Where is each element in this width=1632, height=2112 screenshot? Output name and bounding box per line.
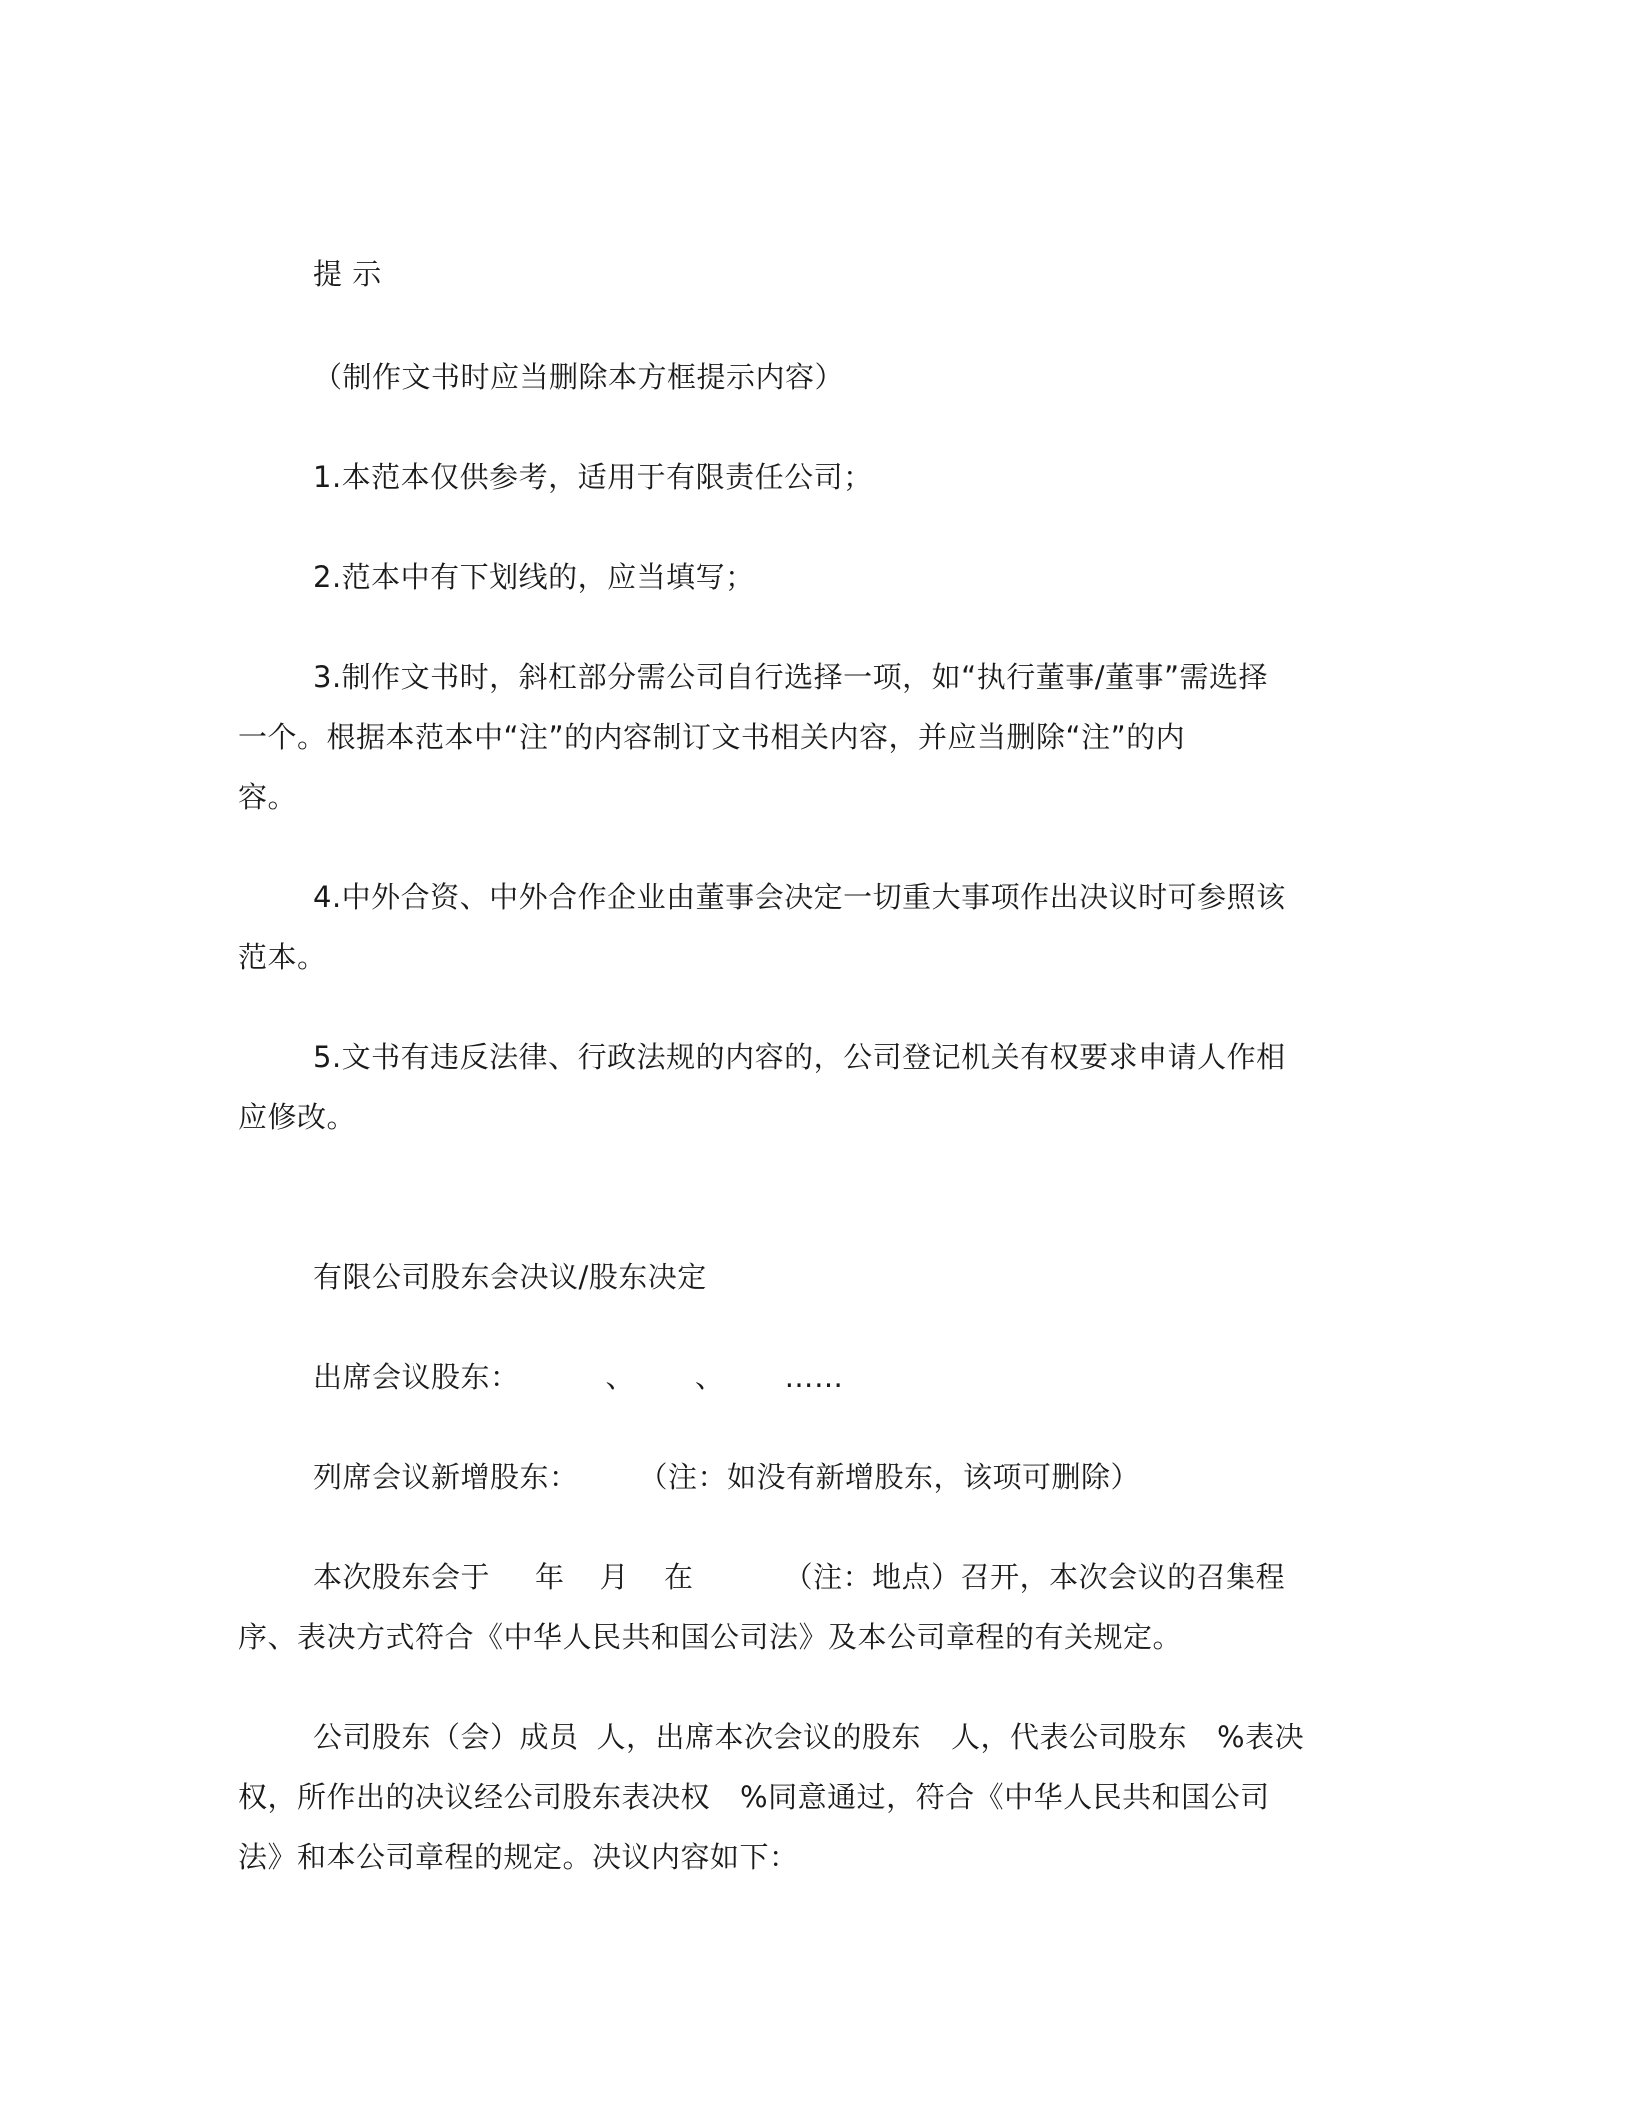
attending-separator-2: 、	[695, 1360, 725, 1394]
meeting-location-note: （注：地点）召开，本次会议的召集程	[783, 1560, 1286, 1594]
new-shareholders-note: （注：如没有新增股东，该项可删除）	[638, 1460, 1141, 1494]
attending-shareholders-line	[313, 1358, 844, 1396]
meeting-month: 月	[599, 1560, 630, 1594]
tip-item-5-line-1: 5.文书有违反法律、行政法规的内容的，公司登记机关有权要求申请人作相	[313, 1040, 1286, 1074]
vote-attending: 人，出席本次会议的股东	[596, 1720, 922, 1754]
tip-note: （制作文书时应当删除本方框提示内容）	[313, 360, 845, 394]
vote-paragraph-line-2	[238, 1778, 1270, 1816]
vote-paragraph-line-3: 法》和本公司章程的规定。决议内容如下：	[238, 1840, 799, 1874]
vote-paragraph-line-1	[313, 1718, 1304, 1756]
tip-title: 提 示	[313, 257, 382, 291]
tip-item-3-line-2: 一个。根据本范本中“注”的内容制订文书相关内容，并应当删除“注”的内	[238, 720, 1186, 754]
vote-passed: 权，所作出的决议经公司股东表决权	[238, 1780, 711, 1814]
meeting-year: 年	[535, 1560, 565, 1594]
tip-item-1: 1.本范本仅供参考，适用于有限责任公司；	[313, 460, 873, 494]
meeting-intro: 本次股东会于	[313, 1560, 491, 1594]
resolution-title: 有限公司股东会决议/股东决定	[313, 1260, 707, 1294]
attending-separator-1: 、	[605, 1360, 636, 1394]
meeting-paragraph-line-2: 序、表决方式符合《中华人民共和国公司法》及本公司章程的有关规定。	[238, 1620, 1183, 1654]
attending-label: 出席会议股东：	[313, 1360, 520, 1394]
attending-ellipsis: ……	[784, 1360, 844, 1394]
meeting-at: 在	[664, 1560, 694, 1594]
vote-percent-2: %同意通过，符合《中华人民共和国公司	[740, 1780, 1270, 1814]
tip-item-4-line-2: 范本。	[238, 940, 327, 974]
tip-item-3-line-1: 3.制作文书时，斜杠部分需公司自行选择一项，如“执行董事/董事”需选择	[313, 660, 1268, 694]
tip-item-3-line-3: 容。	[238, 780, 298, 814]
tip-item-2: 2.范本中有下划线的，应当填写；	[313, 560, 755, 594]
new-shareholders-line	[313, 1458, 1140, 1496]
vote-represent: 人，代表公司股东	[951, 1720, 1188, 1754]
tip-item-4-line-1: 4.中外合资、中外合作企业由董事会决定一切重大事项作出决议时可参照该	[313, 880, 1286, 914]
meeting-paragraph-line-1	[313, 1558, 1285, 1596]
vote-members: 公司股东（会）成员	[313, 1720, 579, 1754]
new-shareholders-label: 列席会议新增股东：	[313, 1460, 579, 1494]
tip-item-5-line-2: 应修改。	[238, 1100, 357, 1134]
vote-percent-1: %表决	[1217, 1720, 1305, 1754]
